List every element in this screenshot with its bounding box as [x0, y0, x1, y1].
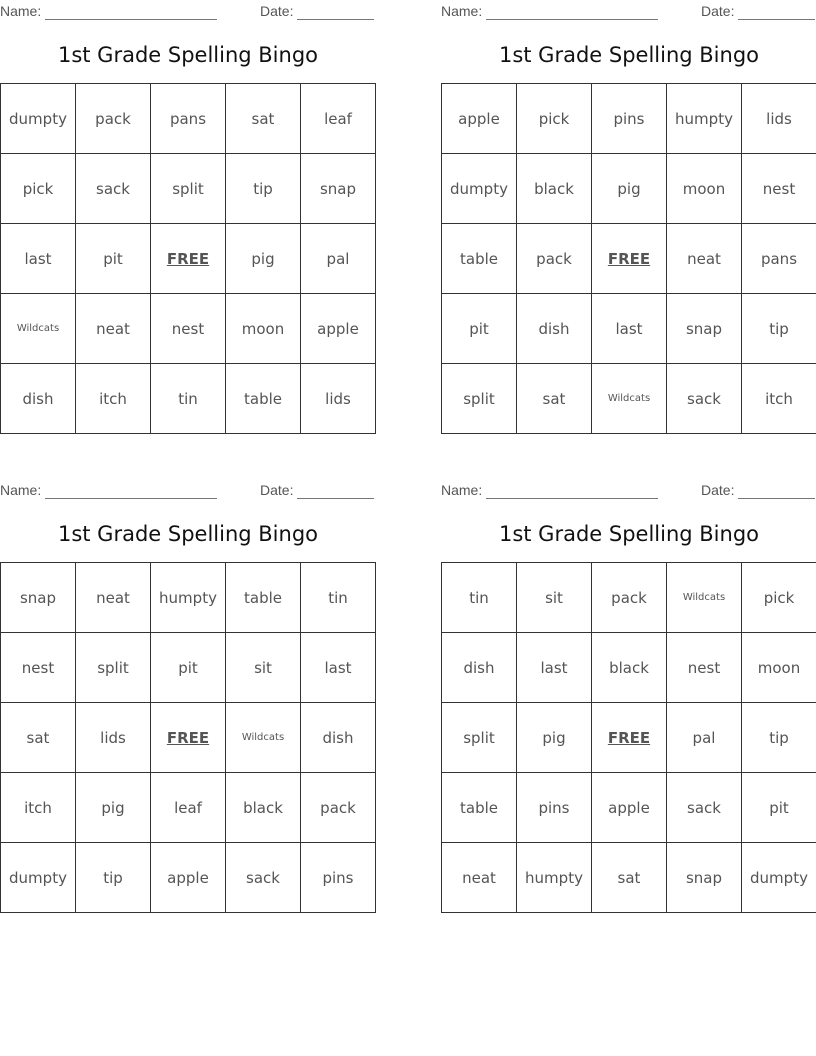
bingo-cell[interactable]: pig: [76, 773, 151, 843]
free-space-cell[interactable]: FREE: [151, 224, 226, 294]
bingo-cell[interactable]: dumpty: [1, 84, 76, 154]
bingo-cell[interactable]: sat: [592, 843, 667, 913]
bingo-cell[interactable]: leaf: [301, 84, 376, 154]
bingo-cell[interactable]: humpty: [151, 563, 226, 633]
grid-row: [1, 294, 376, 364]
bingo-cell[interactable]: tin: [301, 563, 376, 633]
bingo-cell[interactable]: humpty: [517, 843, 592, 913]
grid-row: [442, 224, 816, 294]
bingo-grid: [441, 562, 816, 913]
card-title: 1st Grade Spelling Bingo: [498, 522, 760, 546]
free-space-cell[interactable]: FREE: [151, 703, 226, 773]
bingo-cell[interactable]: pins: [301, 843, 376, 913]
bingo-cell[interactable]: tin: [442, 563, 517, 633]
bingo-cell[interactable]: pack: [301, 773, 376, 843]
bingo-cell[interactable]: pack: [592, 563, 667, 633]
bingo-cell[interactable]: pig: [226, 224, 301, 294]
card-title: 1st Grade Spelling Bingo: [57, 522, 319, 546]
grid-row: [442, 84, 816, 154]
bingo-cell[interactable]: humpty: [667, 84, 742, 154]
bingo-cell[interactable]: sack: [667, 364, 742, 434]
date-blank-line[interactable]: [297, 5, 374, 20]
name-blank-line[interactable]: [486, 484, 658, 499]
date-field: [701, 481, 815, 499]
grid-row: [442, 563, 816, 633]
grid-row: [1, 633, 376, 703]
bingo-grid: [0, 83, 376, 434]
grid-row: [442, 154, 816, 224]
bingo-cell[interactable]: Wildcats: [226, 703, 301, 773]
card-title: 1st Grade Spelling Bingo: [498, 43, 760, 67]
grid-row: [442, 294, 816, 364]
bingo-cell[interactable]: Wildcats: [667, 563, 742, 633]
grid-row: [442, 773, 816, 843]
date-field: [701, 2, 815, 20]
bingo-cell[interactable]: table: [226, 563, 301, 633]
bingo-card: [441, 479, 816, 919]
bingo-cell[interactable]: pit: [442, 294, 517, 364]
bingo-cell[interactable]: moon: [667, 154, 742, 224]
date-label: Date:: [701, 482, 735, 498]
bingo-cell[interactable]: Wildcats: [1, 294, 76, 364]
bingo-cell[interactable]: last: [1, 224, 76, 294]
grid-row: [1, 843, 376, 913]
bingo-cell[interactable]: lids: [76, 703, 151, 773]
bingo-cell[interactable]: snap: [667, 843, 742, 913]
bingo-cell[interactable]: pit: [742, 773, 816, 843]
name-label: Name:: [0, 3, 42, 19]
name-blank-line[interactable]: [486, 5, 658, 20]
date-field: [260, 481, 374, 499]
grid-row: [1, 563, 376, 633]
bingo-cell[interactable]: tip: [226, 154, 301, 224]
bingo-grid: [0, 562, 376, 913]
bingo-cell[interactable]: pack: [76, 84, 151, 154]
bingo-cell[interactable]: pick: [742, 563, 816, 633]
bingo-cell[interactable]: sit: [226, 633, 301, 703]
grid-row: [1, 154, 376, 224]
bingo-cell[interactable]: pins: [517, 773, 592, 843]
bingo-cell[interactable]: neat: [442, 843, 517, 913]
grid-row: [442, 703, 816, 773]
bingo-cell[interactable]: snap: [667, 294, 742, 364]
grid-row: [442, 633, 816, 703]
bingo-cell[interactable]: itch: [76, 364, 151, 434]
bingo-cell[interactable]: dumpty: [1, 843, 76, 913]
bingo-cell[interactable]: leaf: [151, 773, 226, 843]
bingo-cell[interactable]: apple: [151, 843, 226, 913]
date-label: Date:: [701, 3, 735, 19]
bingo-cell[interactable]: pal: [301, 224, 376, 294]
name-field: [441, 481, 658, 499]
name-field: [441, 2, 658, 20]
bingo-cell[interactable]: sack: [226, 843, 301, 913]
bingo-cell[interactable]: apple: [442, 84, 517, 154]
bingo-cell[interactable]: sack: [667, 773, 742, 843]
bingo-card: [0, 0, 376, 440]
bingo-cell[interactable]: black: [226, 773, 301, 843]
bingo-cell[interactable]: tip: [742, 294, 816, 364]
bingo-cell[interactable]: moon: [226, 294, 301, 364]
bingo-cell[interactable]: pick: [517, 84, 592, 154]
bingo-cell[interactable]: pack: [517, 224, 592, 294]
bingo-cell[interactable]: dish: [517, 294, 592, 364]
bingo-cell[interactable]: nest: [667, 633, 742, 703]
bingo-cell[interactable]: nest: [151, 294, 226, 364]
bingo-cell[interactable]: split: [76, 633, 151, 703]
date-blank-line[interactable]: [738, 484, 815, 499]
name-field: [0, 481, 217, 499]
bingo-cell[interactable]: split: [151, 154, 226, 224]
grid-row: [1, 773, 376, 843]
name-blank-line[interactable]: [45, 5, 217, 20]
bingo-cell[interactable]: table: [226, 364, 301, 434]
free-space-cell[interactable]: FREE: [592, 224, 667, 294]
date-field: [260, 2, 374, 20]
bingo-cell[interactable]: neat: [667, 224, 742, 294]
bingo-cell[interactable]: black: [517, 154, 592, 224]
bingo-cell[interactable]: pit: [76, 224, 151, 294]
bingo-grid: [441, 83, 816, 434]
bingo-cell[interactable]: dish: [301, 703, 376, 773]
bingo-cell[interactable]: nest: [1, 633, 76, 703]
bingo-cell[interactable]: table: [442, 773, 517, 843]
date-blank-line[interactable]: [297, 484, 374, 499]
bingo-cell[interactable]: split: [442, 703, 517, 773]
bingo-cell[interactable]: lids: [742, 84, 816, 154]
bingo-cell[interactable]: itch: [742, 364, 816, 434]
name-blank-line[interactable]: [45, 484, 217, 499]
bingo-cell[interactable]: apple: [301, 294, 376, 364]
bingo-cell[interactable]: sack: [76, 154, 151, 224]
grid-row: [442, 364, 816, 434]
grid-row: [1, 364, 376, 434]
grid-row: [1, 224, 376, 294]
bingo-cell[interactable]: last: [592, 294, 667, 364]
bingo-cell[interactable]: sat: [226, 84, 301, 154]
bingo-cell[interactable]: pit: [151, 633, 226, 703]
name-label: Name:: [441, 3, 483, 19]
bingo-cell[interactable]: table: [442, 224, 517, 294]
bingo-cell[interactable]: neat: [76, 294, 151, 364]
bingo-cell[interactable]: black: [592, 633, 667, 703]
bingo-cell[interactable]: dumpty: [442, 154, 517, 224]
bingo-cell[interactable]: neat: [76, 563, 151, 633]
bingo-cell[interactable]: dish: [442, 633, 517, 703]
bingo-cell[interactable]: sat: [517, 364, 592, 434]
bingo-cell[interactable]: apple: [592, 773, 667, 843]
bingo-card: [441, 0, 816, 440]
bingo-cell[interactable]: dish: [1, 364, 76, 434]
bingo-cell[interactable]: pig: [517, 703, 592, 773]
date-label: Date:: [260, 482, 294, 498]
bingo-cell[interactable]: dumpty: [742, 843, 816, 913]
name-label: Name:: [441, 482, 483, 498]
bingo-cell[interactable]: tip: [76, 843, 151, 913]
bingo-cell[interactable]: pins: [592, 84, 667, 154]
bingo-cell[interactable]: pig: [592, 154, 667, 224]
bingo-cell[interactable]: pans: [151, 84, 226, 154]
bingo-cell[interactable]: last: [517, 633, 592, 703]
bingo-cell[interactable]: pal: [667, 703, 742, 773]
bingo-cell[interactable]: pans: [742, 224, 816, 294]
bingo-cell[interactable]: itch: [1, 773, 76, 843]
bingo-cell[interactable]: snap: [301, 154, 376, 224]
free-space-cell[interactable]: FREE: [592, 703, 667, 773]
bingo-cell[interactable]: snap: [1, 563, 76, 633]
bingo-cell[interactable]: moon: [742, 633, 816, 703]
name-label: Name:: [0, 482, 42, 498]
bingo-cell[interactable]: tip: [742, 703, 816, 773]
date-blank-line[interactable]: [738, 5, 815, 20]
date-label: Date:: [260, 3, 294, 19]
bingo-cell[interactable]: tin: [151, 364, 226, 434]
bingo-cell[interactable]: last: [301, 633, 376, 703]
grid-row: [442, 843, 816, 913]
bingo-cell[interactable]: pick: [1, 154, 76, 224]
bingo-cell[interactable]: Wildcats: [592, 364, 667, 434]
grid-row: [1, 84, 376, 154]
card-title: 1st Grade Spelling Bingo: [57, 43, 319, 67]
bingo-cell[interactable]: sit: [517, 563, 592, 633]
bingo-cell[interactable]: lids: [301, 364, 376, 434]
bingo-cell[interactable]: nest: [742, 154, 816, 224]
name-field: [0, 2, 217, 20]
bingo-cell[interactable]: split: [442, 364, 517, 434]
grid-row: [1, 703, 376, 773]
bingo-card: [0, 479, 376, 919]
bingo-cell[interactable]: sat: [1, 703, 76, 773]
